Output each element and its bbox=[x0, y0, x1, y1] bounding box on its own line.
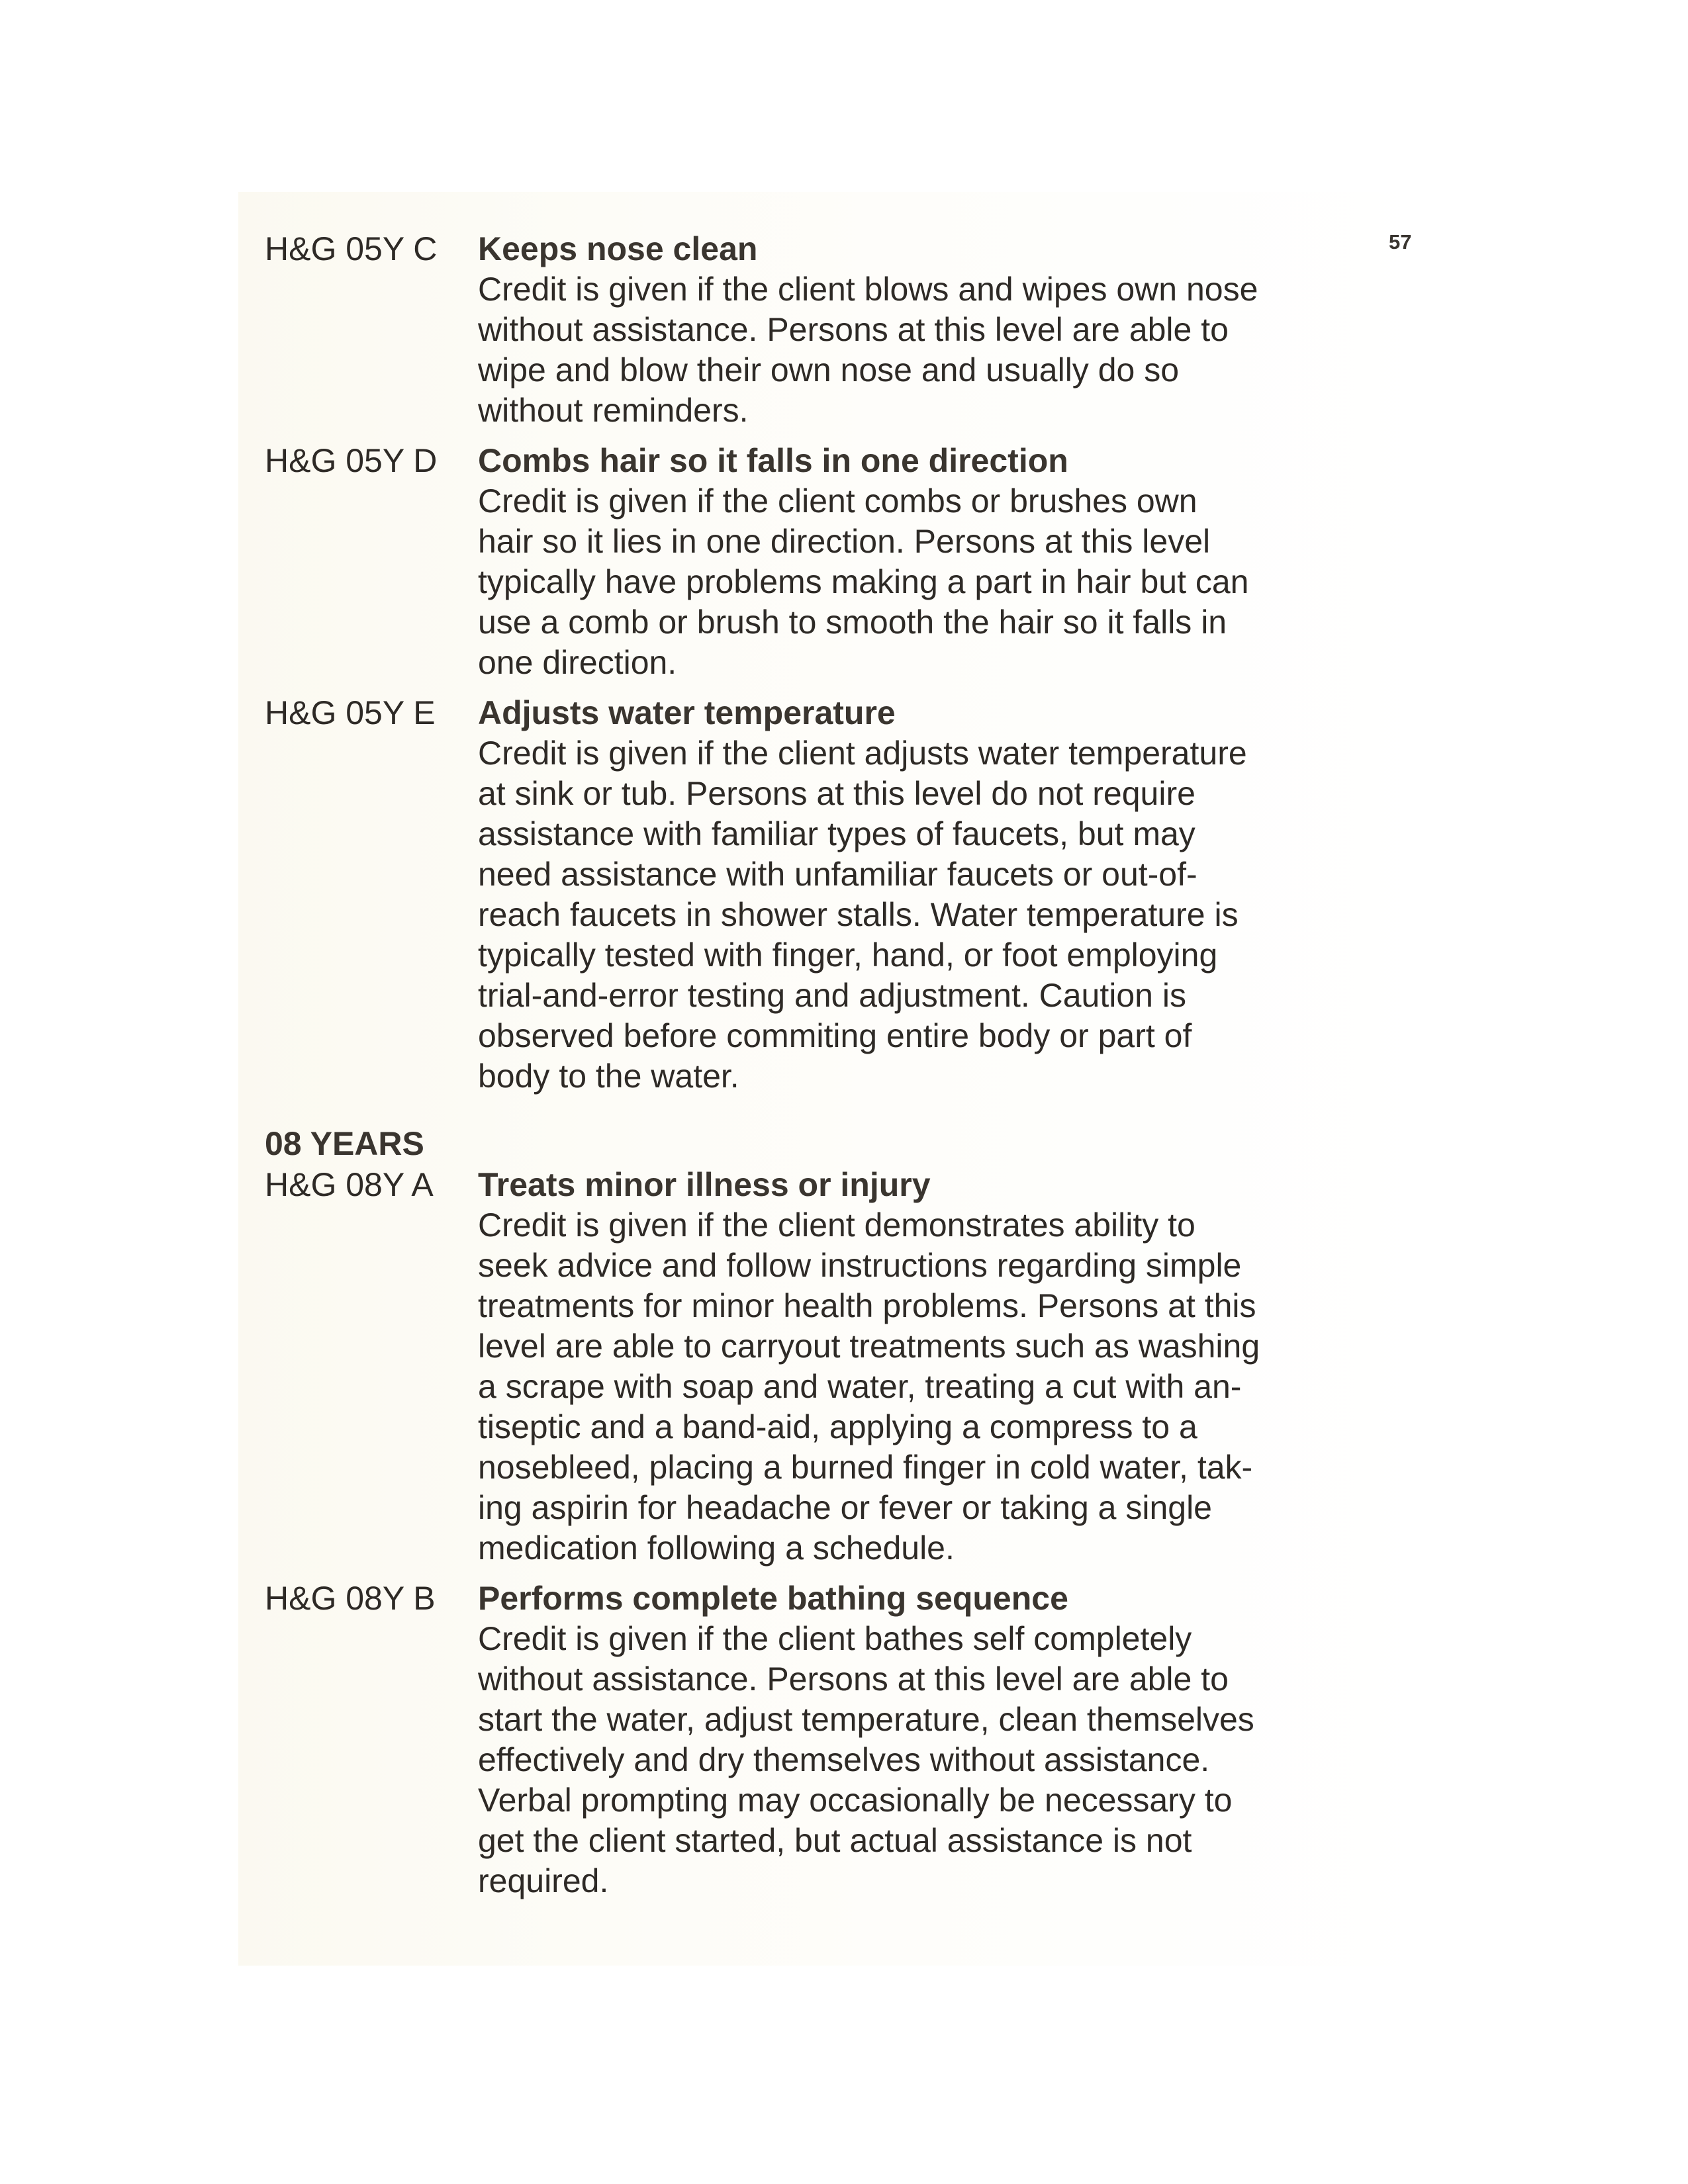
description-line: tiseptic and a band-aid, applying a compress to a bbox=[478, 1408, 1197, 1445]
description-line: ing aspirin for headache or fever or taking a single bbox=[478, 1489, 1212, 1526]
description-line: hair so it lies in one direction. Persons at this level bbox=[478, 523, 1211, 560]
entry-description bbox=[478, 1205, 1364, 1569]
entry-title: Combs hair so it falls in one direction bbox=[478, 442, 1068, 479]
entry-description bbox=[478, 481, 1364, 683]
description-line: at sink or tub. Persons at this level do not require bbox=[478, 775, 1196, 812]
description-line: Credit is given if the client combs or brushes own bbox=[478, 482, 1197, 520]
entry-h-g-08y-a bbox=[265, 1164, 1364, 1569]
description-line: assistance with familiar types of faucets, but may bbox=[478, 815, 1196, 852]
entry-description bbox=[478, 733, 1364, 1097]
entry-code: H&G 05Y D bbox=[265, 442, 438, 479]
entry-code: H&G 05Y C bbox=[265, 230, 438, 267]
description-line: treatments for minor health problems. Persons at this bbox=[478, 1287, 1256, 1324]
description-line: seek advice and follow instructions regarding simple bbox=[478, 1247, 1242, 1284]
description-line: start the water, adjust temperature, clean themselves bbox=[478, 1701, 1254, 1738]
entry-code: H&G 05Y E bbox=[265, 694, 436, 731]
entry-h-g-08y-b bbox=[265, 1578, 1364, 1901]
description-line: without assistance. Persons at this level are able to bbox=[478, 1661, 1229, 1698]
description-line: need assistance with unfamiliar faucets or out-of- bbox=[478, 856, 1197, 893]
entry-code: H&G 08Y B bbox=[265, 1580, 436, 1617]
description-line: effectively and dry themselves without assistance. bbox=[478, 1741, 1210, 1778]
document-content bbox=[265, 228, 1364, 1911]
entry-title: Adjusts water temperature bbox=[478, 694, 896, 731]
description-line: body to the water. bbox=[478, 1058, 739, 1095]
description-line: typically tested with finger, hand, or foot employing bbox=[478, 936, 1218, 974]
description-line: medication following a schedule. bbox=[478, 1529, 955, 1567]
page-number: 57 bbox=[1389, 230, 1412, 253]
description-line: wipe and blow their own nose and usually do so bbox=[478, 351, 1180, 388]
description-line: use a comb or brush to smooth the hair so it falls in bbox=[478, 604, 1227, 641]
description-line: without reminders. bbox=[478, 392, 749, 429]
description-line: level are able to carryout treatments such as washing bbox=[478, 1328, 1260, 1365]
entry-code: H&G 08Y A bbox=[265, 1166, 434, 1203]
description-line: a scrape with soap and water, treating a cut with an- bbox=[478, 1368, 1242, 1405]
description-line: Credit is given if the client blows and wipes own nose bbox=[478, 271, 1258, 308]
description-line: without assistance. Persons at this level are able to bbox=[478, 311, 1229, 348]
description-line: required. bbox=[478, 1862, 609, 1899]
description-line: observed before commiting entire body or part of bbox=[478, 1017, 1192, 1054]
description-line: get the client started, but actual assistance is not bbox=[478, 1822, 1192, 1859]
description-line: Verbal prompting may occasionally be necessary to bbox=[478, 1782, 1233, 1819]
description-line: Credit is given if the client adjusts water temperature bbox=[478, 735, 1247, 772]
entry-h-g-05y-d bbox=[265, 440, 1364, 683]
entry-h-g-05y-c bbox=[265, 228, 1364, 431]
entry-title: Performs complete bathing sequence bbox=[478, 1580, 1068, 1617]
description-line: typically have problems making a part in hair but can bbox=[478, 563, 1249, 600]
section-heading-08-years: 08 YEARS bbox=[265, 1125, 424, 1162]
entry-description bbox=[478, 269, 1364, 431]
description-line: nosebleed, placing a burned finger in cold water, tak- bbox=[478, 1449, 1253, 1486]
entry-title: Keeps nose clean bbox=[478, 230, 758, 267]
entry-title: Treats minor illness or injury bbox=[478, 1166, 931, 1203]
entry-h-g-05y-e bbox=[265, 692, 1364, 1097]
description-line: Credit is given if the client bathes self completely bbox=[478, 1620, 1192, 1657]
description-line: one direction. bbox=[478, 644, 677, 681]
entry-description bbox=[478, 1619, 1364, 1901]
description-line: reach faucets in shower stalls. Water temperature is bbox=[478, 896, 1239, 933]
description-line: Credit is given if the client demonstrates ability to bbox=[478, 1206, 1196, 1244]
description-line: trial-and-error testing and adjustment. Caution is bbox=[478, 977, 1186, 1014]
